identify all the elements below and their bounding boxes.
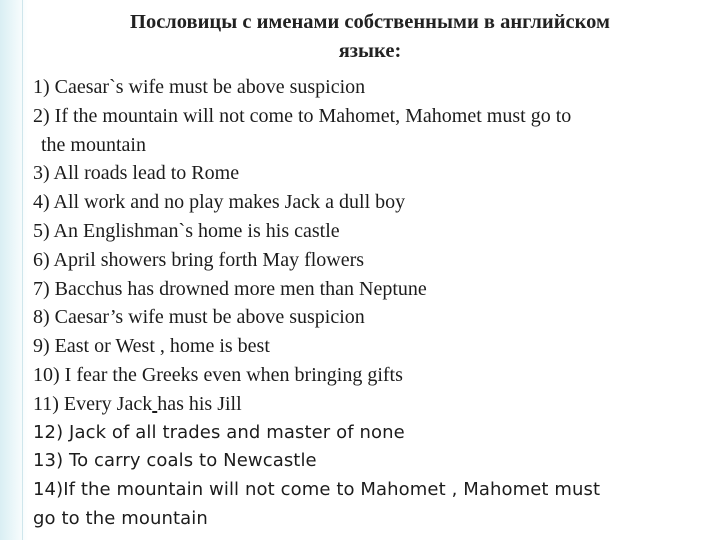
proverb-text: 10) I fear the Greeks even when bringing gifts [33, 363, 403, 386]
slide-title-line-2: языке: [338, 40, 402, 62]
proverb-text: 3) All roads lead to Rome [33, 162, 240, 185]
proverb-item-8 [33, 303, 713, 332]
slide-title [40, 8, 700, 66]
decorative-left-line [22, 0, 23, 540]
proverb-item-10 [33, 361, 713, 390]
proverb-item-1 [33, 73, 713, 102]
proverb-item-3 [33, 159, 713, 188]
proverb-list [33, 73, 713, 534]
proverb-text: 13) To carry coals to Newcastle [33, 450, 317, 472]
proverb-text: 1) Caesar`s wife must be above suspicion [33, 76, 366, 98]
proverb-text-continued: go to the mountain [33, 507, 208, 529]
proverb-item-11 [33, 390, 713, 419]
proverb-text: 4) All work and no play makes Jack a dull boy [33, 191, 406, 214]
slide-title-line-1: Пословицы с именами собственными в английском [130, 11, 610, 33]
proverb-item-13 [33, 447, 713, 476]
proverb-text: 9) East or West , home is best [33, 335, 270, 358]
proverb-item-12 [33, 419, 713, 448]
proverb-text: 11) Every Jack [33, 392, 153, 415]
proverb-text: 8) Caesar’s wife must be above suspicion [33, 306, 365, 329]
proverb-item-6 [33, 246, 713, 275]
proverb-item-9 [33, 332, 713, 361]
proverb-text: 2) If the mountain will not come to Mahomet, Mahomet must go to [33, 104, 572, 127]
proverb-item-14 [33, 476, 713, 534]
proverb-text-end: has his Jill [157, 392, 242, 415]
proverb-text: 12) Jack of all trades and master of none [33, 421, 405, 443]
decorative-left-strip [0, 0, 28, 540]
proverb-text: 14)If the mountain will not come to Mahomet , Mahomet must [33, 479, 601, 501]
proverb-item-2 [33, 102, 713, 160]
proverb-item-4 [33, 188, 713, 217]
proverb-text-continued: the mountain [41, 133, 146, 156]
proverb-text: 5) An Englishman`s home is his castle [33, 219, 340, 242]
proverb-item-7 [33, 275, 713, 304]
proverb-text: 7) Bacchus has drowned more men than Neptune [33, 277, 427, 300]
proverb-text: 6) April showers bring forth May flowers [33, 248, 365, 271]
proverb-item-5 [33, 217, 713, 246]
